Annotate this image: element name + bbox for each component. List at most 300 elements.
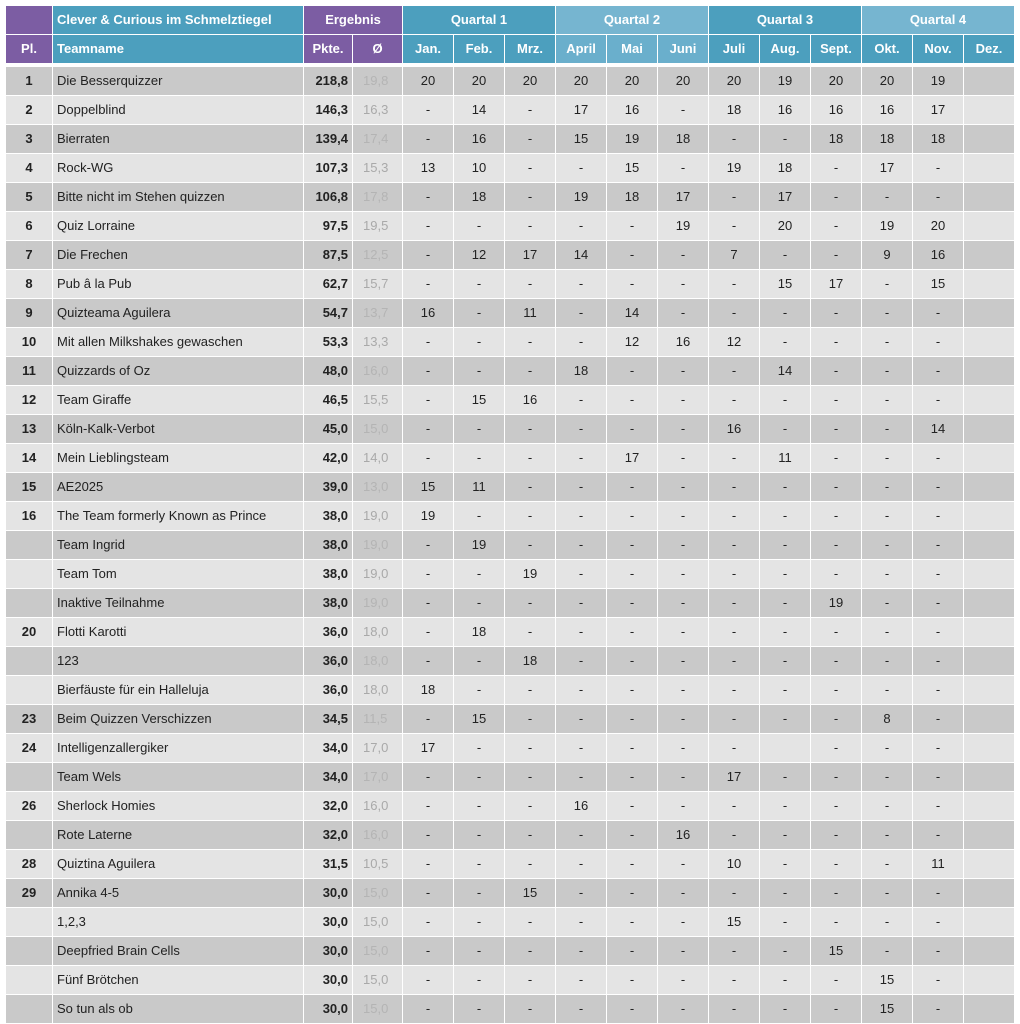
points-cell: 30,0 — [304, 908, 352, 936]
month-score-cell: 18 — [811, 125, 861, 153]
month-score-cell: - — [913, 386, 963, 414]
month-score-cell: - — [709, 444, 759, 472]
table-row — [6, 676, 1014, 704]
table-row — [6, 473, 1014, 501]
month-score-cell: - — [709, 734, 759, 762]
table-row — [6, 183, 1014, 211]
month-score-cell: - — [913, 589, 963, 617]
header-month-aug: Aug. — [760, 35, 810, 66]
month-score-cell: - — [403, 96, 453, 124]
month-score-cell: - — [760, 908, 810, 936]
month-score-cell: - — [454, 444, 504, 472]
month-score-cell: - — [709, 212, 759, 240]
place-cell: 6 — [6, 212, 52, 240]
month-score-cell: - — [403, 705, 453, 733]
month-score-cell: - — [811, 502, 861, 530]
points-cell: 107,3 — [304, 154, 352, 182]
header-pkte: Pkte. — [304, 35, 352, 66]
team-name-cell: Flotti Karotti — [53, 618, 303, 646]
month-score-cell: 18 — [505, 647, 555, 675]
team-name-cell: 1,2,3 — [53, 908, 303, 936]
month-score-cell: - — [913, 821, 963, 849]
team-name-cell: Mit allen Milkshakes gewaschen — [53, 328, 303, 356]
month-score-cell: - — [556, 705, 606, 733]
month-score-cell: - — [862, 415, 912, 443]
month-score-cell: - — [505, 531, 555, 559]
table-row — [6, 560, 1014, 588]
place-cell — [6, 995, 52, 1023]
month-score-cell — [964, 792, 1014, 820]
place-cell: 26 — [6, 792, 52, 820]
place-cell: 5 — [6, 183, 52, 211]
place-cell — [6, 531, 52, 559]
month-score-cell: 18 — [556, 357, 606, 385]
month-score-cell: - — [760, 415, 810, 443]
month-score-cell: - — [862, 792, 912, 820]
average-cell: 14,0 — [353, 444, 402, 472]
header-month-jan: Jan. — [403, 35, 453, 66]
month-score-cell: - — [556, 850, 606, 878]
team-name-cell: Die Frechen — [53, 241, 303, 269]
month-score-cell: - — [556, 531, 606, 559]
team-name-cell: Bierfäuste für ein Halleluja — [53, 676, 303, 704]
table-row — [6, 821, 1014, 849]
month-score-cell: - — [403, 908, 453, 936]
month-score-cell: - — [811, 154, 861, 182]
month-score-cell: - — [505, 415, 555, 443]
month-score-cell: - — [556, 734, 606, 762]
month-score-cell — [964, 966, 1014, 994]
month-score-cell: 17 — [556, 96, 606, 124]
month-score-cell: 18 — [760, 154, 810, 182]
header-month-dez: Dez. — [964, 35, 1014, 66]
average-cell: 11,5 — [353, 705, 402, 733]
month-score-cell: 17 — [811, 270, 861, 298]
month-score-cell: - — [709, 995, 759, 1023]
month-score-cell: 19 — [607, 125, 657, 153]
average-cell: 19,0 — [353, 531, 402, 559]
month-score-cell: - — [454, 763, 504, 791]
month-score-cell: - — [658, 995, 708, 1023]
month-score-cell: 15 — [505, 879, 555, 907]
table-row — [6, 270, 1014, 298]
team-name-cell: Annika 4-5 — [53, 879, 303, 907]
points-cell: 30,0 — [304, 879, 352, 907]
month-score-cell — [964, 473, 1014, 501]
points-cell: 38,0 — [304, 531, 352, 559]
table-row — [6, 908, 1014, 936]
month-score-cell: - — [709, 531, 759, 559]
points-cell: 48,0 — [304, 357, 352, 385]
month-score-cell: - — [658, 560, 708, 588]
month-score-cell: 16 — [811, 96, 861, 124]
average-cell: 19,0 — [353, 502, 402, 530]
month-score-cell: - — [454, 879, 504, 907]
place-cell: 20 — [6, 618, 52, 646]
month-score-cell: - — [913, 792, 963, 820]
month-score-cell: 20 — [454, 67, 504, 95]
place-cell: 4 — [6, 154, 52, 182]
month-score-cell: - — [658, 908, 708, 936]
month-score-cell: - — [913, 937, 963, 965]
month-score-cell: - — [658, 879, 708, 907]
month-score-cell: - — [862, 589, 912, 617]
month-score-cell: - — [505, 705, 555, 733]
month-score-cell: - — [556, 589, 606, 617]
average-cell: 15,0 — [353, 937, 402, 965]
average-cell: 18,0 — [353, 618, 402, 646]
month-score-cell: - — [709, 502, 759, 530]
team-name-cell: Bierraten — [53, 125, 303, 153]
month-score-cell: 20 — [811, 67, 861, 95]
month-score-cell: - — [454, 850, 504, 878]
month-score-cell — [964, 125, 1014, 153]
month-score-cell: - — [811, 734, 861, 762]
team-name-cell: Team Wels — [53, 763, 303, 791]
month-score-cell: 10 — [454, 154, 504, 182]
month-score-cell: - — [658, 270, 708, 298]
team-name-cell: Quiz Lorraine — [53, 212, 303, 240]
month-score-cell: 18 — [913, 125, 963, 153]
points-cell: 54,7 — [304, 299, 352, 327]
month-score-cell: - — [709, 125, 759, 153]
month-score-cell: - — [709, 966, 759, 994]
month-score-cell: - — [760, 647, 810, 675]
place-cell — [6, 908, 52, 936]
month-score-cell: - — [505, 763, 555, 791]
month-score-cell: - — [607, 473, 657, 501]
month-score-cell: - — [403, 357, 453, 385]
month-score-cell: 12 — [454, 241, 504, 269]
place-cell: 10 — [6, 328, 52, 356]
points-cell: 30,0 — [304, 995, 352, 1023]
month-score-cell: - — [556, 154, 606, 182]
month-score-cell: - — [913, 647, 963, 675]
month-score-cell — [964, 821, 1014, 849]
team-name-cell: Inaktive Teilnahme — [53, 589, 303, 617]
month-score-cell: 16 — [760, 96, 810, 124]
header-quartal-3: Quartal 3 — [709, 6, 861, 34]
points-cell: 38,0 — [304, 502, 352, 530]
month-score-cell — [964, 67, 1014, 95]
month-score-cell: - — [607, 792, 657, 820]
header-row-columns — [6, 35, 1014, 66]
month-score-cell: 20 — [760, 212, 810, 240]
month-score-cell: - — [403, 531, 453, 559]
month-score-cell: 20 — [403, 67, 453, 95]
month-score-cell: - — [811, 473, 861, 501]
table-row — [6, 241, 1014, 269]
month-score-cell — [964, 937, 1014, 965]
month-score-cell: - — [556, 647, 606, 675]
month-score-cell: - — [658, 154, 708, 182]
month-score-cell: - — [658, 966, 708, 994]
month-score-cell — [964, 908, 1014, 936]
month-score-cell: 18 — [709, 96, 759, 124]
month-score-cell: - — [505, 734, 555, 762]
month-score-cell: 20 — [862, 67, 912, 95]
month-score-cell: - — [505, 908, 555, 936]
month-score-cell: - — [658, 531, 708, 559]
month-score-cell: 15 — [760, 270, 810, 298]
month-score-cell: - — [760, 850, 810, 878]
month-score-cell: - — [913, 183, 963, 211]
month-score-cell: 14 — [760, 357, 810, 385]
place-cell: 1 — [6, 67, 52, 95]
month-score-cell: 10 — [709, 850, 759, 878]
month-score-cell: - — [811, 531, 861, 559]
month-score-cell: - — [658, 647, 708, 675]
table-row — [6, 937, 1014, 965]
month-score-cell: - — [862, 647, 912, 675]
table-header — [6, 6, 1014, 66]
month-score-cell: - — [454, 589, 504, 617]
month-score-cell: - — [403, 270, 453, 298]
month-score-cell: - — [505, 154, 555, 182]
month-score-cell: - — [505, 589, 555, 617]
month-score-cell: - — [607, 531, 657, 559]
month-score-cell: - — [913, 299, 963, 327]
month-score-cell: - — [760, 328, 810, 356]
month-score-cell: - — [454, 908, 504, 936]
month-score-cell: 20 — [709, 67, 759, 95]
table-row — [6, 444, 1014, 472]
team-name-cell: Mein Lieblingsteam — [53, 444, 303, 472]
average-cell: 16,3 — [353, 96, 402, 124]
month-score-cell: 15 — [454, 705, 504, 733]
month-score-cell: - — [658, 473, 708, 501]
month-score-cell — [964, 357, 1014, 385]
header-month-feb: Feb. — [454, 35, 504, 66]
month-score-cell: - — [811, 879, 861, 907]
month-score-cell: - — [556, 415, 606, 443]
month-score-cell: 11 — [760, 444, 810, 472]
month-score-cell: - — [505, 125, 555, 153]
place-cell: 8 — [6, 270, 52, 298]
table-row — [6, 299, 1014, 327]
header-month-mai: Mai — [607, 35, 657, 66]
month-score-cell: - — [607, 415, 657, 443]
team-name-cell: Quizzards of Oz — [53, 357, 303, 385]
month-score-cell: - — [556, 821, 606, 849]
average-cell: 17,8 — [353, 183, 402, 211]
month-score-cell: - — [913, 705, 963, 733]
month-score-cell: - — [454, 328, 504, 356]
points-cell: 30,0 — [304, 966, 352, 994]
month-score-cell: - — [454, 937, 504, 965]
place-cell — [6, 821, 52, 849]
month-score-cell — [964, 560, 1014, 588]
team-name-cell: Die Besserquizzer — [53, 67, 303, 95]
month-score-cell: - — [709, 560, 759, 588]
month-score-cell — [964, 415, 1014, 443]
month-score-cell: - — [607, 995, 657, 1023]
month-score-cell: - — [913, 531, 963, 559]
place-cell: 24 — [6, 734, 52, 762]
month-score-cell: - — [760, 299, 810, 327]
month-score-cell: 16 — [709, 415, 759, 443]
month-score-cell: - — [760, 473, 810, 501]
average-cell: 12,5 — [353, 241, 402, 269]
month-score-cell: - — [811, 560, 861, 588]
month-score-cell: - — [658, 415, 708, 443]
month-score-cell: - — [607, 212, 657, 240]
place-cell — [6, 937, 52, 965]
month-score-cell: - — [760, 879, 810, 907]
month-score-cell — [964, 502, 1014, 530]
month-score-cell: - — [760, 937, 810, 965]
month-score-cell: 11 — [505, 299, 555, 327]
month-score-cell: - — [505, 850, 555, 878]
place-cell: 2 — [6, 96, 52, 124]
average-cell: 15,0 — [353, 415, 402, 443]
month-score-cell: - — [607, 879, 657, 907]
month-score-cell — [964, 444, 1014, 472]
month-score-cell: - — [607, 821, 657, 849]
team-name-cell: Quiztina Aguilera — [53, 850, 303, 878]
month-score-cell: - — [403, 821, 453, 849]
month-score-cell: - — [505, 357, 555, 385]
month-score-cell: - — [811, 908, 861, 936]
month-score-cell: - — [811, 995, 861, 1023]
month-score-cell: - — [709, 821, 759, 849]
table-row — [6, 154, 1014, 182]
table-row — [6, 67, 1014, 95]
month-score-cell: - — [607, 850, 657, 878]
month-score-cell: - — [760, 502, 810, 530]
month-score-cell: 17 — [607, 444, 657, 472]
month-score-cell: 15 — [607, 154, 657, 182]
month-score-cell: - — [862, 763, 912, 791]
points-cell: 38,0 — [304, 589, 352, 617]
month-score-cell: - — [454, 560, 504, 588]
header-month-nov: Nov. — [913, 35, 963, 66]
points-cell: 30,0 — [304, 937, 352, 965]
points-cell: 36,0 — [304, 647, 352, 675]
month-score-cell: - — [454, 415, 504, 443]
team-name-cell: Quizteama Aguilera — [53, 299, 303, 327]
month-score-cell: - — [556, 270, 606, 298]
month-score-cell: - — [913, 995, 963, 1023]
month-score-cell: 17 — [760, 183, 810, 211]
header-month-mrz: Mrz. — [505, 35, 555, 66]
month-score-cell: - — [658, 763, 708, 791]
place-cell: 11 — [6, 357, 52, 385]
month-score-cell: - — [454, 212, 504, 240]
table-row — [6, 589, 1014, 617]
month-score-cell: - — [658, 937, 708, 965]
month-score-cell: 19 — [709, 154, 759, 182]
month-score-cell: - — [760, 618, 810, 646]
month-score-cell: - — [607, 502, 657, 530]
month-score-cell: - — [403, 444, 453, 472]
table-row — [6, 618, 1014, 646]
month-score-cell: - — [403, 647, 453, 675]
month-score-cell: - — [862, 386, 912, 414]
month-score-cell: 14 — [913, 415, 963, 443]
month-score-cell: 16 — [454, 125, 504, 153]
average-cell: 13,3 — [353, 328, 402, 356]
month-score-cell: - — [607, 734, 657, 762]
month-score-cell: - — [403, 183, 453, 211]
average-cell: 15,0 — [353, 879, 402, 907]
month-score-cell: - — [811, 821, 861, 849]
points-cell: 87,5 — [304, 241, 352, 269]
standings-table — [5, 5, 1015, 1024]
team-name-cell: Beim Quizzen Verschizzen — [53, 705, 303, 733]
month-score-cell: 19 — [811, 589, 861, 617]
month-score-cell: - — [658, 734, 708, 762]
points-cell: 34,0 — [304, 763, 352, 791]
average-cell: 17,4 — [353, 125, 402, 153]
points-cell: 46,5 — [304, 386, 352, 414]
month-score-cell — [964, 299, 1014, 327]
month-score-cell: - — [403, 560, 453, 588]
month-score-cell: 15 — [913, 270, 963, 298]
place-cell: 14 — [6, 444, 52, 472]
header-month-sept: Sept. — [811, 35, 861, 66]
month-score-cell: 16 — [505, 386, 555, 414]
table-row — [6, 763, 1014, 791]
team-name-cell: Sherlock Homies — [53, 792, 303, 820]
average-cell: 17,0 — [353, 763, 402, 791]
month-score-cell: 9 — [862, 241, 912, 269]
month-score-cell: - — [454, 966, 504, 994]
month-score-cell: - — [862, 560, 912, 588]
month-score-cell: - — [658, 502, 708, 530]
month-score-cell: 17 — [658, 183, 708, 211]
place-cell: 13 — [6, 415, 52, 443]
points-cell: 39,0 — [304, 473, 352, 501]
average-cell: 15,0 — [353, 966, 402, 994]
place-cell — [6, 966, 52, 994]
points-cell: 139,4 — [304, 125, 352, 153]
month-score-cell: - — [403, 212, 453, 240]
table-row — [6, 357, 1014, 385]
month-score-cell: - — [811, 241, 861, 269]
month-score-cell: 19 — [403, 502, 453, 530]
month-score-cell: - — [862, 299, 912, 327]
month-score-cell: 16 — [658, 328, 708, 356]
team-name-cell: Bitte nicht im Stehen quizzen — [53, 183, 303, 211]
month-score-cell: - — [811, 647, 861, 675]
points-cell: 36,0 — [304, 676, 352, 704]
month-score-cell — [964, 676, 1014, 704]
month-score-cell: - — [760, 531, 810, 559]
header-month-juni: Juni — [658, 35, 708, 66]
header-month-april: April — [556, 35, 606, 66]
month-score-cell: 19 — [862, 212, 912, 240]
month-score-cell: - — [709, 618, 759, 646]
month-score-cell: - — [403, 995, 453, 1023]
average-cell: 15,7 — [353, 270, 402, 298]
month-score-cell: - — [505, 676, 555, 704]
month-score-cell: - — [811, 966, 861, 994]
header-month-okt: Okt. — [862, 35, 912, 66]
place-cell: 28 — [6, 850, 52, 878]
month-score-cell: - — [556, 560, 606, 588]
month-score-cell — [964, 270, 1014, 298]
average-cell: 13,7 — [353, 299, 402, 327]
average-cell: 16,0 — [353, 357, 402, 385]
month-score-cell: - — [811, 763, 861, 791]
team-name-cell: Deepfried Brain Cells — [53, 937, 303, 965]
month-score-cell: - — [454, 357, 504, 385]
month-score-cell: - — [454, 792, 504, 820]
average-cell: 18,0 — [353, 647, 402, 675]
points-cell: 34,0 — [304, 734, 352, 762]
month-score-cell: 18 — [454, 183, 504, 211]
